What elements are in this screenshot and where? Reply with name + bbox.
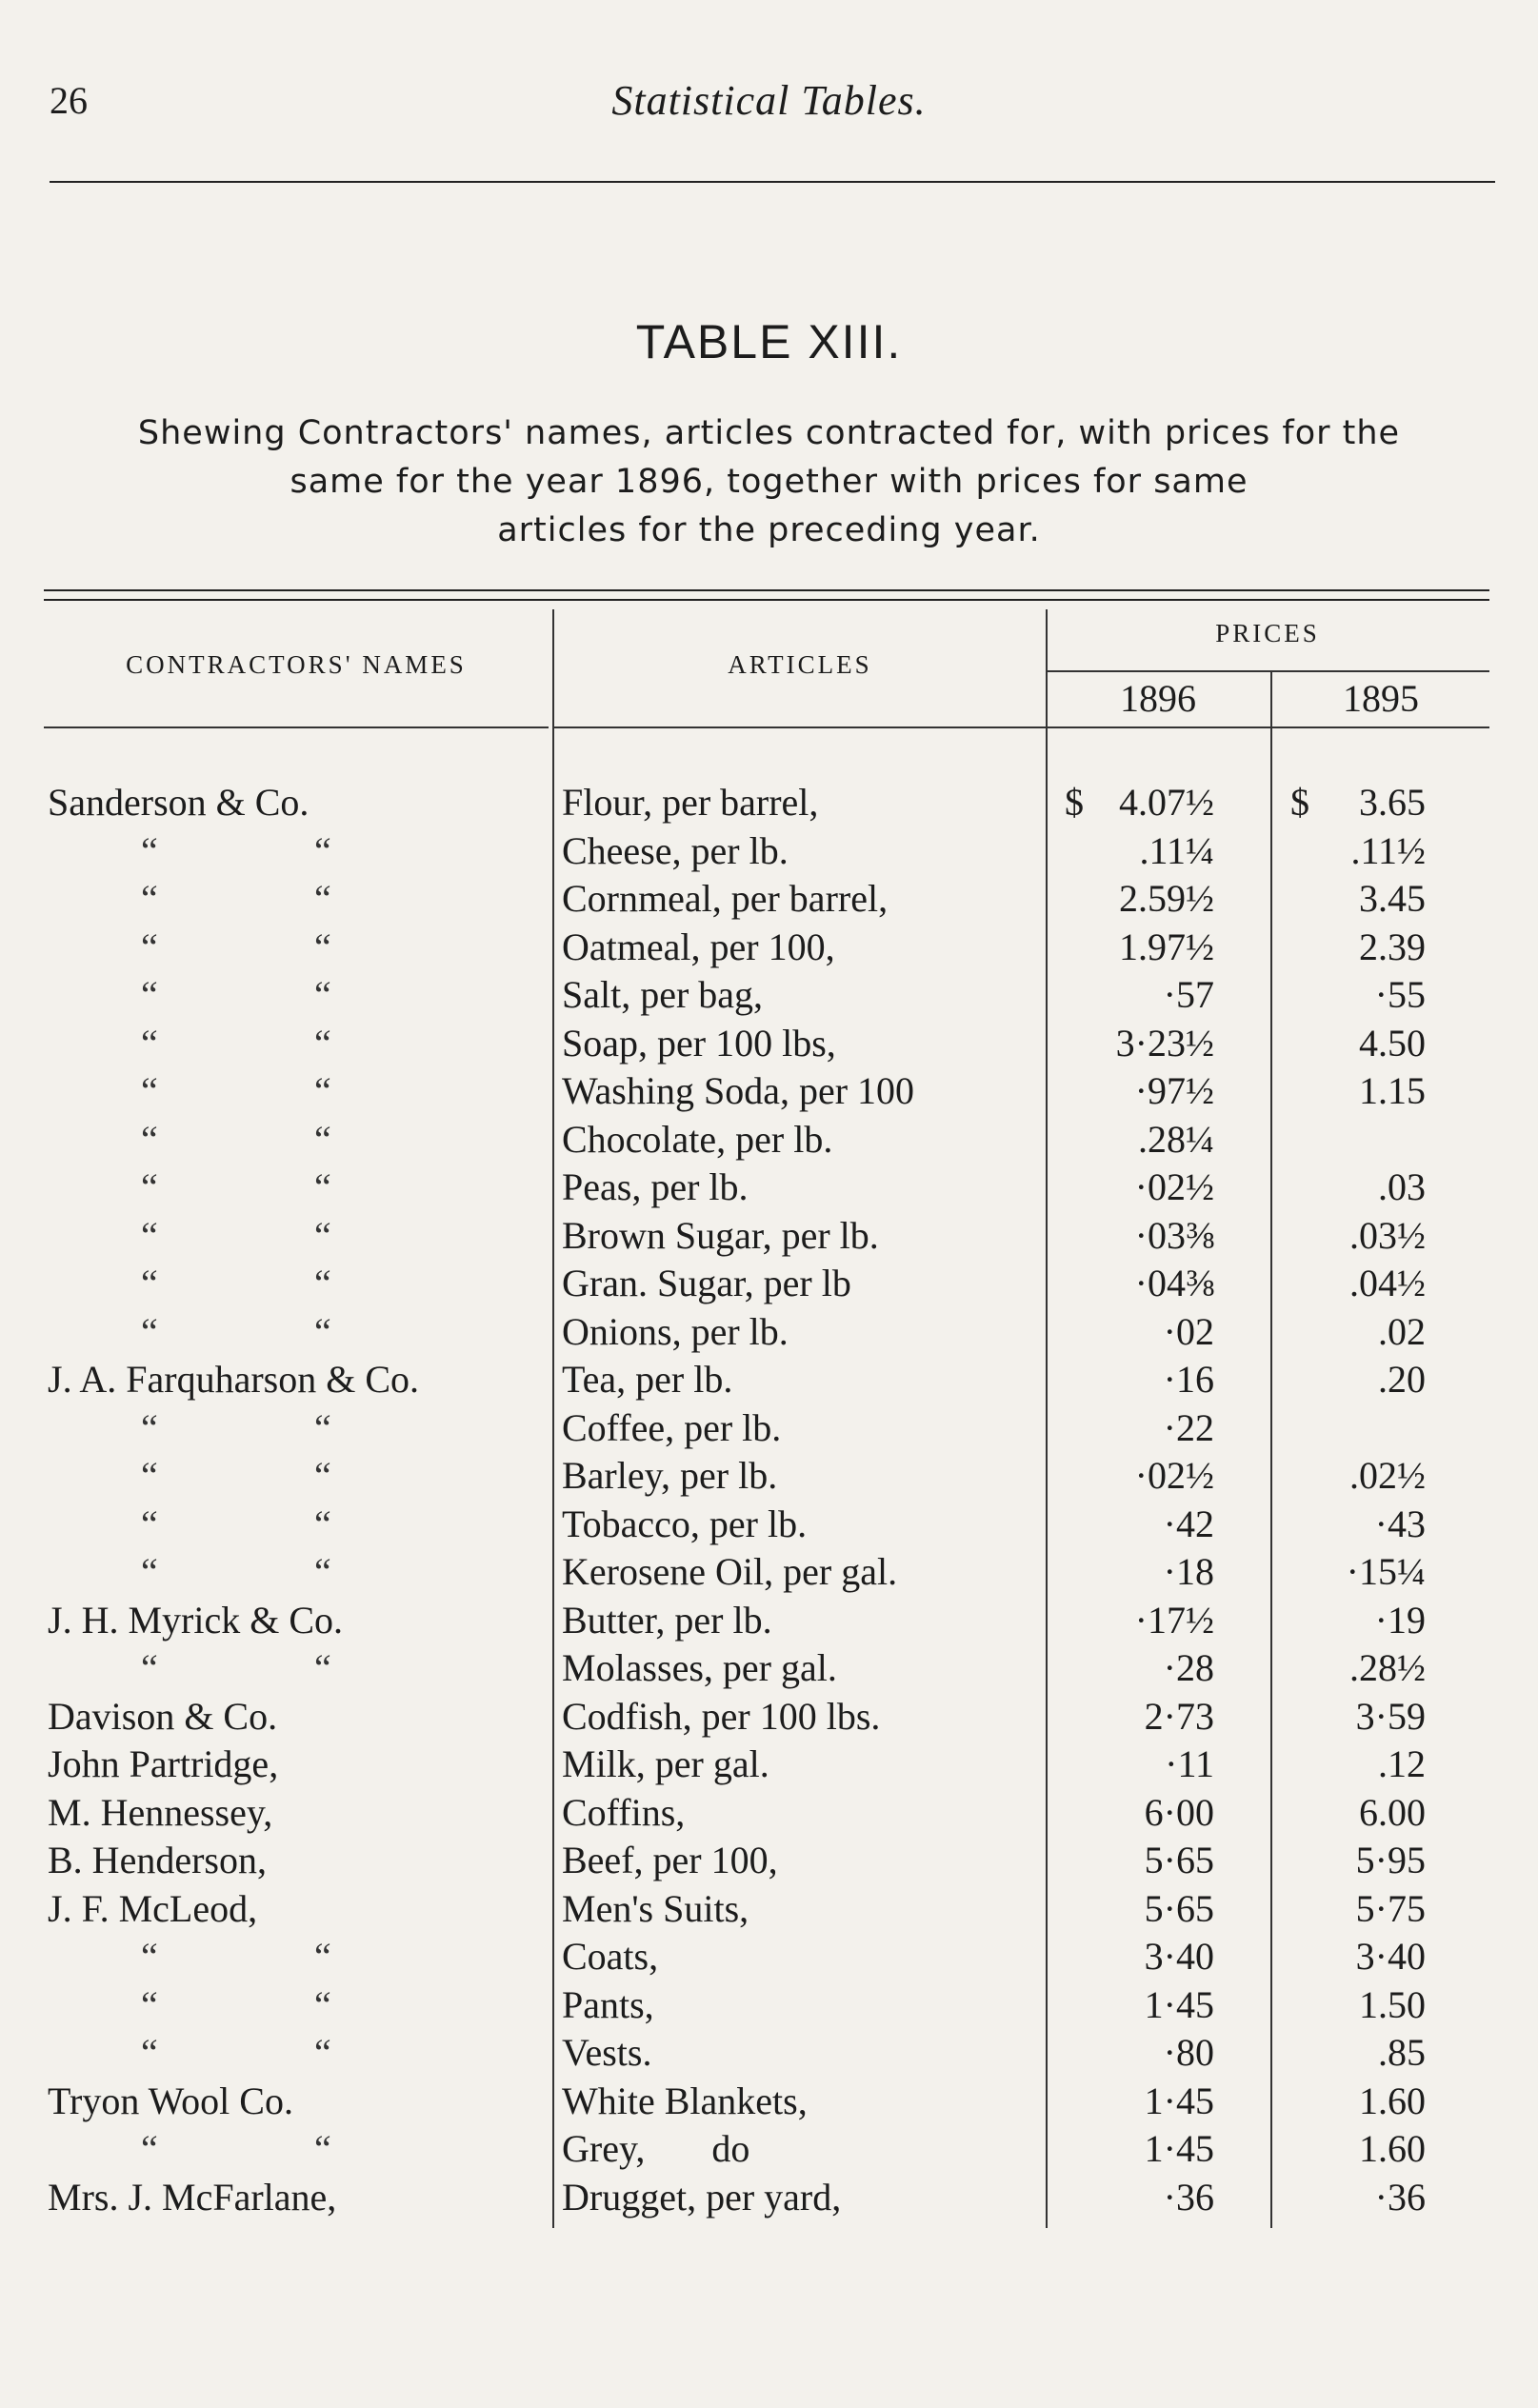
contractor-name: M. Hennessey, xyxy=(48,1790,273,1834)
column-header-prices: PRICES xyxy=(1215,619,1320,647)
caption-line-1: Shewing Contractors' names, articles contracted for, with prices for the xyxy=(137,414,1401,452)
price-1895: .11½ xyxy=(1350,828,1426,872)
ditto-mark: “ xyxy=(314,1405,331,1449)
table-row xyxy=(0,2077,1538,2125)
price-1896: .11¼ xyxy=(1139,828,1214,872)
contractor-name: Davison & Co. xyxy=(48,1694,278,1738)
header-bottom-rule-names xyxy=(44,726,549,728)
price-1895: .02 xyxy=(1378,1309,1426,1353)
ditto-mark: “ xyxy=(141,1454,158,1497)
ditto-mark: “ xyxy=(314,828,331,872)
column-header-1896: 1896 xyxy=(1120,677,1196,720)
price-1896: ·80 xyxy=(1163,2031,1214,2074)
table-row xyxy=(0,1884,1538,1933)
article-name: Soap, per 100 lbs, xyxy=(562,1021,836,1065)
ditto-mark: “ xyxy=(314,1165,331,1208)
ditto-mark: “ xyxy=(141,877,158,920)
article-name: Onions, per lb. xyxy=(562,1309,789,1353)
column-header-contractors: CONTRACTORS' NAMES xyxy=(126,650,467,679)
price-1895: ·36 xyxy=(1374,2175,1426,2219)
price-1895: 1.60 xyxy=(1359,2079,1426,2122)
table-row xyxy=(0,826,1538,875)
price-1896: ·97½ xyxy=(1134,1069,1214,1112)
price-1895: .20 xyxy=(1378,1358,1426,1401)
price-1896: .28¼ xyxy=(1138,1117,1214,1161)
price-1895: 1.60 xyxy=(1359,2127,1426,2170)
contractor-name: Tryon Wool Co. xyxy=(48,2079,293,2122)
price-1896: 3·23½ xyxy=(1115,1021,1214,1065)
prices-subheader-rule xyxy=(1046,670,1489,672)
price-1896: ·28 xyxy=(1163,1646,1214,1689)
price-1896: 3·40 xyxy=(1144,1935,1214,1978)
price-1896: 1·45 xyxy=(1144,1982,1214,2026)
contractor-name: J. F. McLeod, xyxy=(48,1886,258,1930)
table-row xyxy=(0,1932,1538,1980)
table-row xyxy=(0,1163,1538,1211)
ditto-mark: “ xyxy=(314,1069,331,1112)
price-1896: ·03⅜ xyxy=(1134,1213,1214,1257)
ditto-mark: “ xyxy=(314,1454,331,1497)
contractor-name: Mrs. J. McFarlane, xyxy=(48,2175,337,2219)
table-row xyxy=(0,1403,1538,1452)
ditto-mark: “ xyxy=(141,1213,158,1257)
price-1896: ·04⅜ xyxy=(1134,1262,1214,1304)
ditto-mark: “ xyxy=(141,1405,158,1449)
article-name: Flour, per barrel, xyxy=(562,781,819,824)
contractor-name: B. Henderson, xyxy=(48,1839,267,1881)
table-row xyxy=(0,1211,1538,1260)
article-name: Vests. xyxy=(562,2031,652,2074)
caption-line-2: same for the year 1896, together with prices for same xyxy=(290,463,1248,501)
price-1896: ·36 xyxy=(1163,2175,1214,2219)
price-1895: .03 xyxy=(1378,1165,1426,1208)
price-1896: 5·65 xyxy=(1144,1886,1214,1930)
table-row xyxy=(0,1740,1538,1788)
table-row xyxy=(0,1307,1538,1356)
ditto-mark: “ xyxy=(141,1502,158,1545)
running-title: Statistical Tables. xyxy=(611,77,927,124)
price-1895: 5·75 xyxy=(1355,1886,1426,1930)
price-1895: ·43 xyxy=(1374,1502,1426,1545)
ditto-mark: “ xyxy=(141,2031,158,2074)
ditto-mark: “ xyxy=(314,925,331,968)
article-name: Tobacco, per lb. xyxy=(562,1502,808,1545)
article-name: Grey, do xyxy=(562,2127,750,2170)
ditto-mark: “ xyxy=(314,1550,331,1593)
header-bottom-rule-prices xyxy=(1046,726,1489,728)
article-name: Washing Soda, per 100 xyxy=(562,1069,915,1112)
article-name: Oatmeal, per 100, xyxy=(562,925,835,968)
header-rule xyxy=(50,181,1495,183)
article-name: Milk, per gal. xyxy=(562,1742,769,1785)
table-row xyxy=(0,1259,1538,1307)
price-1896: ·02½ xyxy=(1134,1454,1214,1497)
ditto-mark: “ xyxy=(314,1117,331,1161)
price-1895: 6.00 xyxy=(1359,1790,1426,1834)
table-row xyxy=(0,923,1538,971)
price-1896: 6·00 xyxy=(1144,1790,1214,1834)
ditto-mark: “ xyxy=(314,2031,331,2074)
caption-line-3: articles for the preceding year. xyxy=(497,511,1041,549)
article-name: Chocolate, per lb. xyxy=(562,1117,833,1161)
price-1896: ·16 xyxy=(1163,1358,1214,1401)
table-row xyxy=(0,1066,1538,1115)
article-name: Coats, xyxy=(562,1935,659,1978)
article-name: Codfish, per 100 lbs. xyxy=(562,1694,881,1738)
price-1895: 3·40 xyxy=(1355,1935,1426,1978)
price-1895: 1.50 xyxy=(1359,1982,1426,2026)
price-1895: ·19 xyxy=(1374,1598,1426,1642)
table-row xyxy=(0,1692,1538,1741)
table-top-rule xyxy=(44,589,1489,591)
price-1895: 3.65 xyxy=(1359,781,1426,824)
ditto-mark: “ xyxy=(141,1982,158,2026)
article-name: Butter, per lb. xyxy=(562,1598,772,1642)
contractor-name: J. H. Myrick & Co. xyxy=(48,1598,343,1642)
article-name: Molasses, per gal. xyxy=(562,1646,837,1689)
table-row xyxy=(0,1500,1538,1548)
price-1895: ·55 xyxy=(1374,973,1426,1016)
table-row xyxy=(0,1980,1538,2029)
table-row xyxy=(0,778,1538,826)
article-name: Kerosene Oil, per gal. xyxy=(562,1550,898,1593)
table-row xyxy=(0,1596,1538,1644)
price-1895: .85 xyxy=(1378,2031,1426,2074)
table-top-rule-inner xyxy=(44,599,1489,601)
price-1895: ·15¼ xyxy=(1346,1550,1426,1593)
ditto-mark: “ xyxy=(141,1309,158,1353)
article-name: Coffins, xyxy=(562,1790,686,1834)
ditto-mark: “ xyxy=(314,1213,331,1257)
article-name: Men's Suits, xyxy=(562,1886,749,1930)
ditto-mark: “ xyxy=(314,1502,331,1545)
price-1896: ·02 xyxy=(1163,1309,1214,1353)
ditto-mark: “ xyxy=(314,1646,331,1689)
table-row xyxy=(0,874,1538,923)
contractor-name: John Partridge, xyxy=(48,1742,279,1785)
table-row xyxy=(0,1547,1538,1596)
header-bottom-rule-articles xyxy=(554,726,1046,728)
price-1895: 2.39 xyxy=(1359,925,1426,968)
column-header-1895: 1895 xyxy=(1343,677,1419,720)
price-1895: .12 xyxy=(1378,1742,1426,1785)
ditto-mark: “ xyxy=(141,1646,158,1689)
ditto-mark: “ xyxy=(141,1550,158,1593)
article-name: Gran. Sugar, per lb xyxy=(562,1262,851,1304)
article-name: Salt, per bag, xyxy=(562,973,764,1016)
price-1896: ·57 xyxy=(1163,973,1214,1016)
price-1896: ·42 xyxy=(1163,1502,1214,1545)
price-1895: 3·59 xyxy=(1355,1694,1426,1738)
price-1896: 1.97½ xyxy=(1119,925,1214,968)
table-caption xyxy=(38,409,1500,555)
ditto-mark: “ xyxy=(141,973,158,1016)
price-1896: ·17½ xyxy=(1134,1598,1214,1642)
article-name: Tea, per lb. xyxy=(562,1358,733,1401)
price-1895: .04½ xyxy=(1349,1262,1426,1304)
table-row xyxy=(0,2173,1538,2221)
table-row xyxy=(0,1643,1538,1692)
table-row xyxy=(0,2028,1538,2077)
price-1895: 5·95 xyxy=(1355,1839,1426,1881)
ditto-mark: “ xyxy=(141,1935,158,1978)
price-1895: .28½ xyxy=(1349,1646,1426,1689)
ditto-mark: “ xyxy=(141,1021,158,1065)
ditto-mark: “ xyxy=(141,925,158,968)
ditto-mark: “ xyxy=(314,877,331,920)
article-name: Beef, per 100, xyxy=(562,1839,778,1881)
article-name: White Blankets, xyxy=(562,2079,808,2122)
price-1896: 1·45 xyxy=(1144,2079,1214,2122)
price-1895: 4.50 xyxy=(1359,1021,1426,1065)
table-row xyxy=(0,1836,1538,1884)
table-row xyxy=(0,1355,1538,1403)
ditto-mark: “ xyxy=(141,828,158,872)
ditto-mark: “ xyxy=(141,2127,158,2170)
contractor-name: J. A. Farquharson & Co. xyxy=(48,1358,419,1401)
price-1896: ·22 xyxy=(1163,1405,1214,1449)
ditto-mark: “ xyxy=(314,1982,331,2026)
table-row xyxy=(0,1115,1538,1164)
contractor-name: Sanderson & Co. xyxy=(48,781,310,824)
article-name: Coffee, per lb. xyxy=(562,1405,782,1449)
article-name: Pants, xyxy=(562,1982,654,2026)
ditto-mark: “ xyxy=(314,1309,331,1353)
table-row xyxy=(0,1451,1538,1500)
article-name: Cornmeal, per barrel, xyxy=(562,877,889,920)
ditto-mark: “ xyxy=(314,1021,331,1065)
article-name: Barley, per lb. xyxy=(562,1454,778,1497)
table-row xyxy=(0,2124,1538,2173)
ditto-mark: “ xyxy=(141,1069,158,1112)
table-row xyxy=(0,970,1538,1019)
price-1896: 4.07½ xyxy=(1119,781,1214,824)
currency-symbol-1896: $ xyxy=(1065,781,1084,824)
ditto-mark: “ xyxy=(141,1117,158,1161)
article-name: Brown Sugar, per lb. xyxy=(562,1213,879,1257)
price-1896: 1·45 xyxy=(1144,2127,1214,2170)
ditto-mark: “ xyxy=(314,1935,331,1978)
price-1895: .02½ xyxy=(1349,1454,1426,1497)
price-1896: 2·73 xyxy=(1144,1694,1214,1738)
page-number: 26 xyxy=(50,79,88,122)
ditto-mark: “ xyxy=(141,1165,158,1208)
article-name: Drugget, per yard, xyxy=(562,2175,842,2219)
price-1896: 5·65 xyxy=(1144,1839,1214,1881)
price-1895: 3.45 xyxy=(1359,877,1426,920)
price-1895: .03½ xyxy=(1349,1213,1426,1257)
table-title: TABLE XIII. xyxy=(635,315,903,368)
price-1896: ·11 xyxy=(1165,1742,1214,1785)
table-row xyxy=(0,1788,1538,1837)
currency-symbol-1895: $ xyxy=(1290,781,1309,824)
ditto-mark: “ xyxy=(314,973,331,1016)
price-1896: ·02½ xyxy=(1134,1165,1214,1208)
column-header-articles: ARTICLES xyxy=(728,650,872,679)
ditto-mark: “ xyxy=(314,1262,331,1304)
price-1895: 1.15 xyxy=(1359,1069,1426,1112)
ditto-mark: “ xyxy=(141,1262,158,1304)
price-1896: 2.59½ xyxy=(1119,877,1214,920)
article-name: Cheese, per lb. xyxy=(562,828,789,872)
table-row xyxy=(0,1019,1538,1067)
ditto-mark: “ xyxy=(314,2127,331,2170)
article-name: Peas, per lb. xyxy=(562,1165,749,1208)
price-1896: ·18 xyxy=(1163,1550,1214,1593)
